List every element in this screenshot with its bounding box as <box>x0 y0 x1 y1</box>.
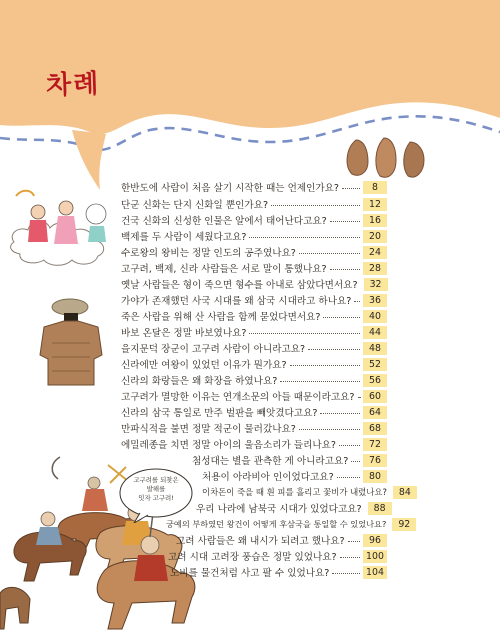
toc-item-title: 가야가 존재했던 사국 시대를 왜 삼국 시대라고 하나요? <box>121 296 352 307</box>
toc-item-title: 만파식적을 불면 정말 적군이 물러갔나요? <box>121 424 296 435</box>
toc-item-page: 64 <box>363 406 387 419</box>
toc-item-page: 32 <box>364 278 388 291</box>
speech-line-3: 잇자 고구려! <box>138 494 174 502</box>
toc-item-page: 60 <box>363 390 387 403</box>
toc-item[interactable] <box>121 244 387 260</box>
toc-item[interactable] <box>121 340 387 356</box>
toc-item[interactable] <box>121 372 387 388</box>
leader-dots <box>299 429 360 430</box>
toc-item[interactable] <box>166 516 411 532</box>
toc-item-page: 12 <box>363 198 387 211</box>
toc-item[interactable] <box>196 500 387 516</box>
toc-item-title: 고려 사람들은 왜 내시가 되려고 했나요? <box>176 536 345 547</box>
toc-item-title: 고구려가 멸망한 이유는 연개소문의 아들 때문이라고요? <box>121 392 355 403</box>
leader-dots <box>358 397 361 398</box>
toc-item-title: 한반도에 사람이 처음 살기 시작한 때는 언제인가요? <box>121 183 340 194</box>
toc-item-title: 노비를 물건처럼 사고 팔 수 있었나요? <box>170 568 330 579</box>
toc-item-title: 궁예의 부하였던 왕건이 어떻게 후삼국을 통일할 수 있었나요? <box>166 518 387 529</box>
speech-line-1: 고구려를 되찾은 <box>133 476 179 484</box>
toc-item-title: 신라의 삼국 통일로 만주 벌판을 빼앗겼다고요? <box>121 408 318 419</box>
toc-item[interactable] <box>121 420 387 436</box>
toc-item-title: 첨성대는 별을 관측한 게 아니라고요? <box>192 456 349 467</box>
toc-item-title: 단군 신화는 단지 신화일 뿐인가요? <box>121 200 269 211</box>
toc-item[interactable] <box>121 292 387 308</box>
toc-item[interactable] <box>121 260 387 276</box>
toc-item[interactable] <box>202 484 411 500</box>
toc-item[interactable] <box>121 179 387 195</box>
leader-dots <box>271 205 360 206</box>
leader-dots <box>290 365 360 366</box>
toc-item-title: 처용이 아라비아 인이었다고요? <box>202 472 334 483</box>
leader-dots <box>299 253 360 254</box>
toc-item[interactable] <box>170 564 387 580</box>
toc-item[interactable] <box>121 276 387 292</box>
leader-dots <box>280 381 360 382</box>
toc-item-title: 이차돈이 죽을 때 흰 피를 흘리고 꽃비가 내렸나요? <box>202 487 387 497</box>
leader-dots <box>249 237 360 238</box>
toc-item-page: 100 <box>363 550 387 563</box>
toc-item[interactable] <box>121 388 387 404</box>
toc-item[interactable] <box>121 228 387 244</box>
toc-item-page: 48 <box>363 342 387 355</box>
toc-item-title: 바보 온달은 정말 바보였나요? <box>121 328 247 339</box>
leader-dots <box>339 445 360 446</box>
leader-dots <box>332 573 360 574</box>
leader-dots <box>330 221 360 222</box>
leader-dots <box>323 317 360 318</box>
toc-item[interactable] <box>192 452 387 468</box>
toc-item-page: 24 <box>363 246 387 259</box>
toc-item-title: 우리 나라에 남북국 시대가 있었다고요? <box>196 504 362 515</box>
toc-item-page: 76 <box>363 454 387 467</box>
toc-item[interactable] <box>121 308 387 324</box>
toc-item-title: 수로왕의 왕비는 정말 인도의 공주였나요? <box>121 248 296 259</box>
toc-item[interactable] <box>121 324 387 340</box>
toc-item-page: 40 <box>363 310 387 323</box>
leader-dots <box>320 413 360 414</box>
toc-item-page: 68 <box>363 422 387 435</box>
toc-item[interactable] <box>176 532 387 548</box>
leader-dots <box>351 461 360 462</box>
toc-item-page: 56 <box>363 374 387 387</box>
toc-item-page: 104 <box>363 566 387 579</box>
toc-item-title: 옛날 사람들은 형이 죽으면 형수를 아내로 삼았다면서요? <box>121 280 358 291</box>
toc-item[interactable] <box>168 548 387 564</box>
toc-item-page: 36 <box>363 294 387 307</box>
toc-item[interactable] <box>121 356 387 372</box>
toc-item-page: 52 <box>363 358 387 371</box>
leader-dots <box>337 477 360 478</box>
toc-item-title: 을지문덕 장군이 고구려 사람이 아니라고요? <box>121 344 306 355</box>
leader-dots <box>249 333 360 334</box>
leader-dots <box>342 188 360 189</box>
leader-dots <box>354 301 360 302</box>
toc-item-page: 88 <box>368 502 392 515</box>
toc-item-title: 신라의 화랑들은 왜 화장을 하였나요? <box>121 376 278 387</box>
speech-line-2: 발해를 <box>146 485 166 493</box>
toc-item-title: 고려 시대 고려장 풍습은 정말 있었나요? <box>168 552 337 563</box>
toc-item[interactable] <box>202 468 387 484</box>
toc-item-title: 에밀레종을 치면 정말 아이의 울음소리가 들리나요? <box>121 440 336 451</box>
toc-item-page: 96 <box>363 534 387 547</box>
leader-dots <box>348 541 360 542</box>
toc-item-title: 신라에만 여왕이 있었던 이유가 뭔가요? <box>121 360 287 371</box>
toc-item-page: 20 <box>363 230 387 243</box>
toc-item-page: 80 <box>363 470 387 483</box>
toc-item[interactable] <box>121 404 387 420</box>
toc-item-page: 72 <box>363 438 387 451</box>
leader-dots <box>340 557 360 558</box>
toc-item[interactable] <box>121 212 387 228</box>
toc-item-title: 건국 신화의 신성한 인물은 알에서 태어난다고요? <box>121 216 327 227</box>
page-title: 차례 <box>45 69 101 101</box>
toc-item-page: 84 <box>393 486 417 499</box>
toc-item-page: 16 <box>363 214 387 227</box>
toc-item-page: 92 <box>392 518 416 531</box>
leader-dots <box>330 269 360 270</box>
toc-item-title: 고구려, 백제, 신라 사람들은 서로 말이 통했나요? <box>121 264 327 275</box>
toc-item-page: 8 <box>363 181 387 194</box>
toc-item-page: 28 <box>363 262 387 275</box>
leader-dots <box>308 349 360 350</box>
toc-item[interactable] <box>121 196 387 212</box>
toc-item-page: 44 <box>363 326 387 339</box>
toc-item-title: 죽은 사람을 위해 산 사람을 함께 묻었다면서요? <box>121 312 321 323</box>
toc-item-title: 백제를 두 사람이 세웠다고요? <box>121 232 247 243</box>
toc-item[interactable] <box>121 436 387 452</box>
